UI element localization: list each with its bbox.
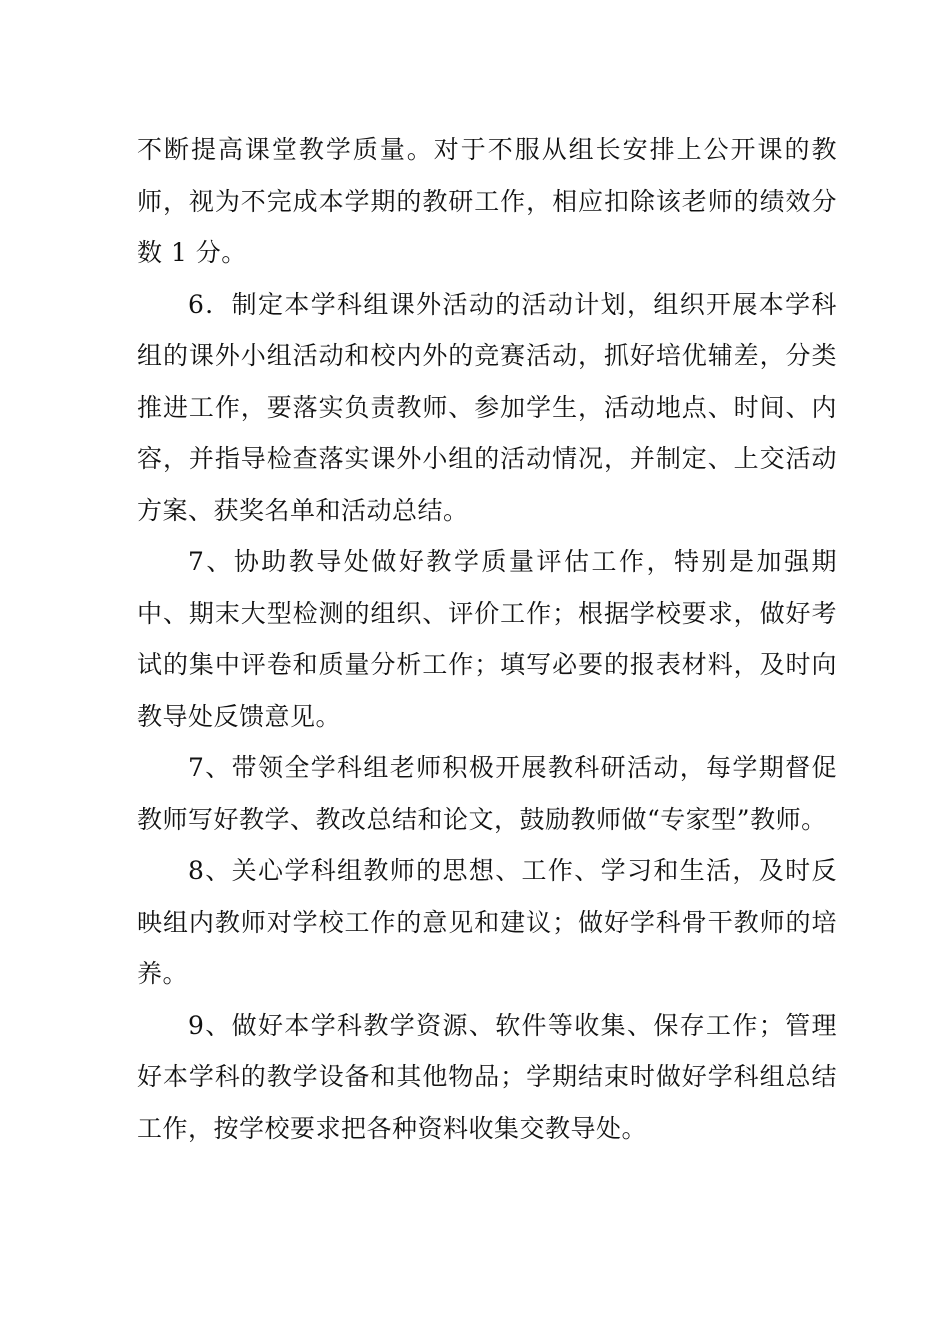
- paragraph-item-8: 8、关心学科组教师的思想、工作、学习和生活，及时反映组内教师对学校工作的意见和建议；做好学科骨干教师的培养。: [137, 856, 837, 988]
- document-body: [137, 124, 837, 1154]
- paragraph-item-7-research: 7、带领全学科组老师积极开展教科研活动，每学期督促教师写好教学、教改总结和论文，鼓励教师做“专家型”教师。: [137, 753, 837, 834]
- paragraph-item-9: 9、做好本学科教学资源、软件等收集、保存工作；管理好本学科的教学设备和其他物品；学期结束时做好学科组总结工作，按学校要求把各种资料收集交教导处。: [137, 1010, 837, 1143]
- paragraph-item-7-quality-evaluation: 7、协助教导处做好教学质量评估工作，特别是加强期中、期末大型检测的组织、评价工作；根据学校要求，做好考试的集中评卷和质量分析工作；填写必要的报表材料，及时向教导处反馈意见。: [137, 547, 837, 731]
- paragraph-continued: 不断提高课堂教学质量。对于不服从组长安排上公开课的教师，视为不完成本学期的教研工作，相应扣除该老师的绩效分数 1 分。: [137, 135, 837, 267]
- paragraph-item-6: 6．制定本学科组课外活动的活动计划，组织开展本学科组的课外小组活动和校内外的竞赛活动，抓好培优辅差，分类推进工作，要落实负责教师、参加学生，活动地点、时间、内容，并指导检查落实课外小组的活动情况，并制定、上交活动方案、获奖名单和活动总结。: [137, 289, 837, 525]
